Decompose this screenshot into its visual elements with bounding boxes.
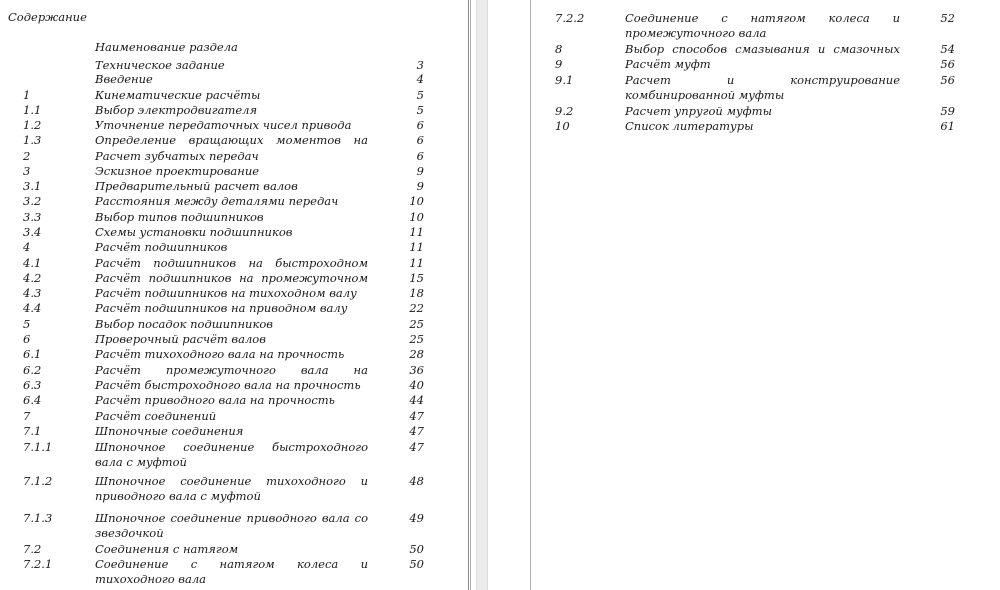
toc-entry-page: 47 [409, 440, 424, 454]
toc-entry-number: 6.2 [23, 363, 42, 377]
toc-entry-page: 25 [409, 317, 424, 331]
toc-entry-title[interactable]: Шпоночные соединения [95, 424, 244, 438]
toc-entry-title[interactable]: Расчет и конструирование комбинированной муфты [625, 73, 900, 102]
toc-entry-page: 25 [409, 332, 424, 346]
toc-entry-page: 36 [409, 363, 424, 377]
toc-entry-page: 50 [409, 542, 424, 556]
page-border [468, 0, 469, 590]
toc-entry-title[interactable]: Расчет упругой муфты [625, 104, 772, 118]
toc-entry-title[interactable]: Выбор электродвигателя [95, 103, 258, 117]
toc-entry-page: 6 [416, 118, 424, 132]
toc-entry-number: 6.3 [23, 378, 42, 392]
toc-entry-page: 48 [409, 474, 424, 488]
toc-entry-number: 4.3 [23, 286, 42, 300]
toc-entry-page: 28 [409, 347, 424, 361]
toc-entry-page: 54 [940, 42, 955, 56]
toc-entry-page: 56 [940, 73, 955, 87]
toc-entry-page: 22 [409, 301, 424, 315]
toc-entry-page: 61 [940, 119, 955, 133]
toc-entry-page: 3 [416, 58, 424, 72]
toc-entry-page: 9 [416, 164, 424, 178]
toc-entry-title[interactable]: Расчёт промежуточного вала на [95, 363, 368, 377]
toc-entry-page: 9 [416, 179, 424, 193]
toc-entry-title[interactable]: Расчёт подшипников на промежуточном [95, 271, 368, 285]
toc-entry-number: 6.4 [23, 393, 42, 407]
toc-entry-page: 59 [940, 104, 955, 118]
toc-entry-page: 4 [416, 72, 424, 86]
toc-entry-title[interactable]: Расчёт подшипников на приводном валу [95, 301, 348, 315]
toc-entry-title[interactable]: Кинематические расчёты [95, 88, 261, 102]
toc-entry-number: 5 [23, 317, 31, 331]
toc-entry-number: 7.2.2 [555, 11, 585, 25]
toc-entry-number: 7.2.1 [23, 557, 53, 571]
toc-entry-title[interactable]: Расчёт подшипников на тихоходном валу [95, 286, 357, 300]
toc-entry-page: 5 [416, 103, 424, 117]
toc-entry-title[interactable]: Шпоночное соединение приводного вала со звездочкой [95, 511, 368, 540]
toc-entry-number: 7.1.3 [23, 511, 53, 525]
toc-entry-page: 5 [416, 88, 424, 102]
toc-entry-number: 7.2 [23, 542, 42, 556]
toc-entry-title[interactable]: Техническое задание [95, 58, 225, 72]
toc-entry-number: 7.1.2 [23, 474, 53, 488]
toc-column-header: Наименование раздела [95, 40, 238, 54]
toc-entry-title[interactable]: Выбор посадок подшипников [95, 317, 273, 331]
toc-entry-title[interactable]: Расчёт муфт [625, 57, 711, 71]
toc-entry-page: 47 [409, 409, 424, 423]
toc-entry-page: 52 [940, 11, 955, 25]
toc-entry-title[interactable]: Шпоночное соединение быстроходного вала с муфтой [95, 440, 368, 469]
toc-entry-page: 50 [409, 557, 424, 571]
toc-entry-page: 18 [409, 286, 424, 300]
toc-entry-title[interactable]: Выбор типов подшипников [95, 210, 264, 224]
toc-entry-page: 10 [409, 210, 424, 224]
toc-entry-title[interactable]: Эскизное проектирование [95, 164, 260, 178]
toc-entry-number: 3 [23, 164, 31, 178]
toc-entry-number: 6.1 [23, 347, 42, 361]
toc-entry-number: 10 [555, 119, 570, 133]
toc-entry-title[interactable]: Соединение с натягом колеса и промежуточного вала [625, 11, 900, 40]
toc-entry-title[interactable]: Выбор способов смазывания и смазочных [625, 42, 900, 56]
toc-entry-number: 1.2 [23, 118, 42, 132]
toc-entry-number: 7 [23, 409, 31, 423]
toc-entry-page: 44 [409, 393, 424, 407]
page-border [530, 0, 531, 590]
toc-entry-page: 15 [409, 271, 424, 285]
left-page [0, 0, 468, 590]
toc-entry-title[interactable]: Введение [95, 72, 153, 86]
toc-entry-number: 8 [555, 42, 563, 56]
toc-entry-number: 9 [555, 57, 563, 71]
toc-entry-page: 6 [416, 133, 424, 147]
toc-entry-page: 56 [940, 57, 955, 71]
toc-entry-title[interactable]: Расчёт подшипников [95, 240, 228, 254]
toc-title: Содержание [8, 10, 87, 24]
toc-entry-page: 11 [409, 256, 424, 270]
toc-entry-title[interactable]: Шпоночное соединение тихоходного и приводного вала с муфтой [95, 474, 368, 503]
right-page [532, 0, 1000, 590]
toc-entry-number: 1 [23, 88, 31, 102]
toc-entry-number: 3.1 [23, 179, 42, 193]
toc-entry-page: 6 [416, 149, 424, 163]
toc-entry-title[interactable]: Список литературы [625, 119, 754, 133]
page-gap-strip [476, 0, 488, 590]
toc-entry-title[interactable]: Схемы установки подшипников [95, 225, 293, 239]
toc-entry-title[interactable]: Соединения с натягом [95, 542, 239, 556]
toc-entry-number: 4.1 [23, 256, 42, 270]
toc-entry-page: 11 [409, 225, 424, 239]
toc-entry-number: 9.2 [555, 104, 574, 118]
toc-entry-number: 1.3 [23, 133, 42, 147]
toc-entry-title[interactable]: Расчет зубчатых передач [95, 149, 259, 163]
toc-entry-title[interactable]: Соединение с натягом колеса и тихоходного вала [95, 557, 368, 586]
toc-entry-title[interactable]: Расчёт быстроходного вала на прочность [95, 378, 361, 392]
toc-entry-title[interactable]: Расчёт подшипников на быстроходном [95, 256, 368, 270]
toc-entry-number: 7.1.1 [23, 440, 53, 454]
toc-entry-number: 7.1 [23, 424, 42, 438]
toc-entry-page: 49 [409, 511, 424, 525]
toc-entry-number: 4 [23, 240, 31, 254]
toc-entry-page: 40 [409, 378, 424, 392]
toc-entry-page: 47 [409, 424, 424, 438]
toc-entry-number: 2 [23, 149, 31, 163]
toc-entry-title[interactable]: Расстояния между деталями передач [95, 194, 339, 208]
toc-entry-number: 3.3 [23, 210, 42, 224]
toc-entry-title[interactable]: Расчёт тихоходного вала на прочность [95, 347, 345, 361]
toc-entry-number: 9.1 [555, 73, 574, 87]
toc-entry-title[interactable]: Определение вращающих моментов на [95, 133, 368, 147]
toc-entry-number: 3.4 [23, 225, 42, 239]
toc-entry-title[interactable]: Расчёт приводного вала на прочность [95, 393, 335, 407]
toc-entry-number: 4.4 [23, 301, 42, 315]
toc-entry-title[interactable]: Проверочный расчёт валов [95, 332, 266, 346]
toc-entry-number: 1.1 [23, 103, 42, 117]
toc-entry-title[interactable]: Предварительный расчет валов [95, 179, 298, 193]
toc-entry-page: 10 [409, 194, 424, 208]
toc-entry-number: 3.2 [23, 194, 42, 208]
toc-entry-number: 4.2 [23, 271, 42, 285]
toc-entry-title[interactable]: Расчёт соединений [95, 409, 217, 423]
toc-entry-page: 11 [409, 240, 424, 254]
toc-entry-title[interactable]: Уточнение передаточных чисел привода [95, 118, 352, 132]
toc-entry-number: 6 [23, 332, 31, 346]
